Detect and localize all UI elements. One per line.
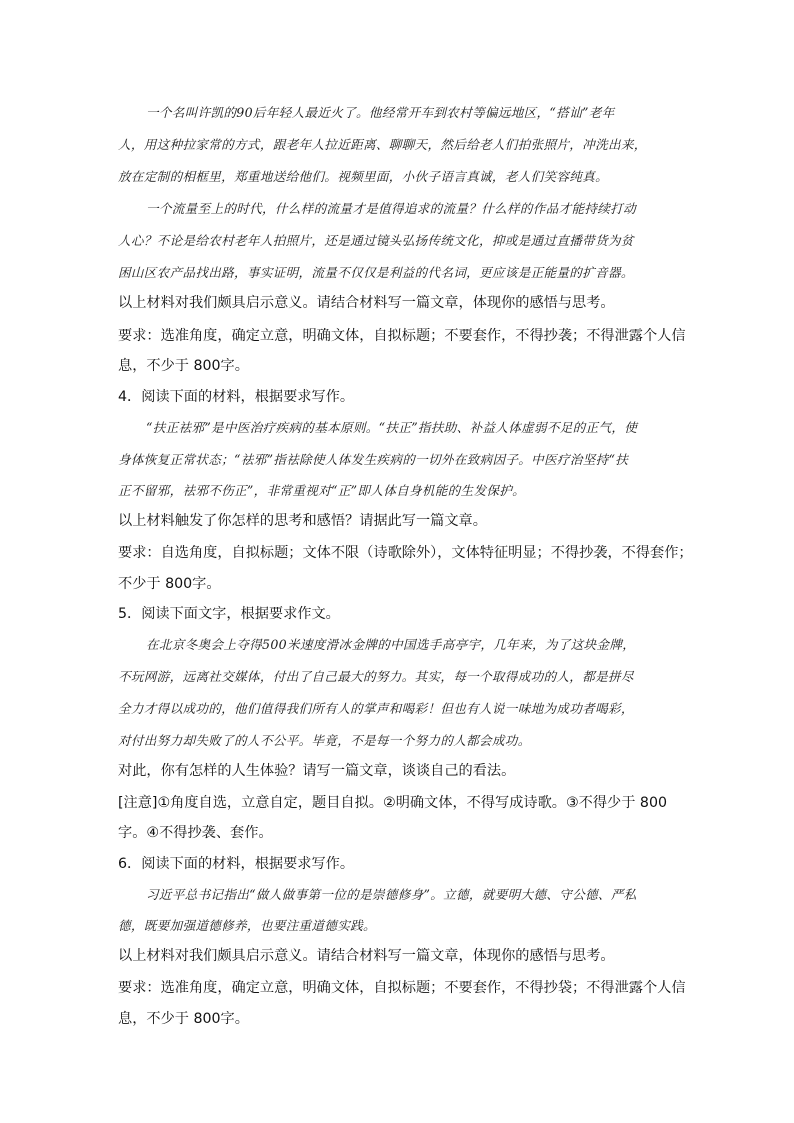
q4-material-line-2: 身体恢复正常状态；“祛邪”指祛除使人体发生疾病的一切外在致病因子。中医疗治坚持“扶 [118,452,629,467]
q3-material-line-6: 困山区农产品找出路，事实证明，流量不仅仅是利益的代名词，更应该是正能量的扩音器。 [118,265,634,280]
q4-material-line-1: “扶正祛邪”是中医治疗疾病的基本原则。“扶正”指扶助、补益人体虚弱不足的正气，使 [146,420,638,435]
q5-material-line-3: 全力才得以成功的，他们值得我们所有人的掌声和喝彩！但也有人说一味地为成功者喝彩， [118,701,634,716]
q6-instruction: 以上材料对我们颇具启示意义。请结合材料写一篇文章，体现你的感悟与思考。 [118,948,615,964]
q3-material-line-5: 人心？不论是给农村老年人拍照片，还是通过镜头弘扬传统文化，抑或是通过直播带货为贫 [118,233,634,248]
q4-requirement-line-1: 要求：自选角度，自拟标题；文体不限（诗歌除外），文体特征明显；不得抄袭，不得套作； [118,545,693,561]
q3-material-line-3: 放在定制的相框里，郑重地送给他们。视频里面，小伙子语言真诚，老人们笑容纯真。 [118,169,608,184]
q5-material-line-1: 在北京冬奥会上夺得500米速度滑冰金牌的中国选手高亭宇，几年来，为了这块金牌， [146,637,636,652]
q5-material-line-4: 对付出努力却失败了的人不公平。毕竟，不是每一个努力的人都会成功。 [118,733,531,748]
q6-requirement-line-2: 息，不少于 800字。 [118,1011,249,1027]
q5-heading: 5．阅读下面文字，根据要求作文。 [118,606,340,622]
q5-instruction: 对此，你有怎样的人生体验？请写一篇文章，谈谈自己的看法。 [118,763,516,779]
q6-material-line-1: 习近平总书记指出“做人做事第一位的是崇德修身”。立德，就要明大德、守公德、严私 [146,887,637,902]
q3-material-line-4: 一个流量至上的时代，什么样的流量才是值得追求的流量？什么样的作品才能持续打动 [146,201,636,216]
q4-heading: 4．阅读下面的材料，根据要求写作。 [118,389,355,405]
q5-note-line-1: [注意]①角度自选，立意自定，题目自拟。②明确文体，不得写成诗歌。③不得少于 800 [118,795,668,811]
q6-heading: 6．阅读下面的材料，根据要求写作。 [118,856,355,872]
q4-requirement-line-2: 不少于 800字。 [118,576,221,592]
q3-material-line-2: 人，用这种拉家常的方式，跟老年人拉近距离、聊聊天，然后给老人们拍张照片，冲洗出来， [118,137,647,152]
q3-instruction: 以上材料对我们颇具启示意义。请结合材料写一篇文章，体现你的感悟与思考。 [118,295,615,311]
q5-material-line-2: 不玩网游，远离社交媒体，付出了自己最大的努力。其实，每一个取得成功的人，都是拼尽 [118,669,634,684]
q5-note-line-2: 字。④不得抄袭、套作。 [118,825,273,841]
q4-instruction: 以上材料触发了你怎样的思考和感悟？请据此写一篇文章。 [118,513,487,529]
q3-requirement-line-2: 息，不少于 800字。 [118,358,249,374]
q6-requirement-line-1: 要求：选准角度，确定立意，明确文体，自拟标题；不要套作，不得抄袋；不得泄露个人信 [118,980,686,996]
q3-material-line-1: 一个名叫许凯的90后年轻人最近火了。他经常开车到农村等偏远地区，“搭讪”老年 [146,105,615,120]
q3-requirement-line-1: 要求：选准角度，确定立意，明确文体，自拟标题；不要套作，不得抄袭；不得泄露个人信 [118,328,686,344]
q4-material-line-3: 正不留邪，祛邪不伤正”，非常重视对“正”即人体自身机能的生发保护。 [118,483,526,498]
q6-material-line-2: 德，既要加强道德修养，也要注重道德实践。 [118,918,376,933]
